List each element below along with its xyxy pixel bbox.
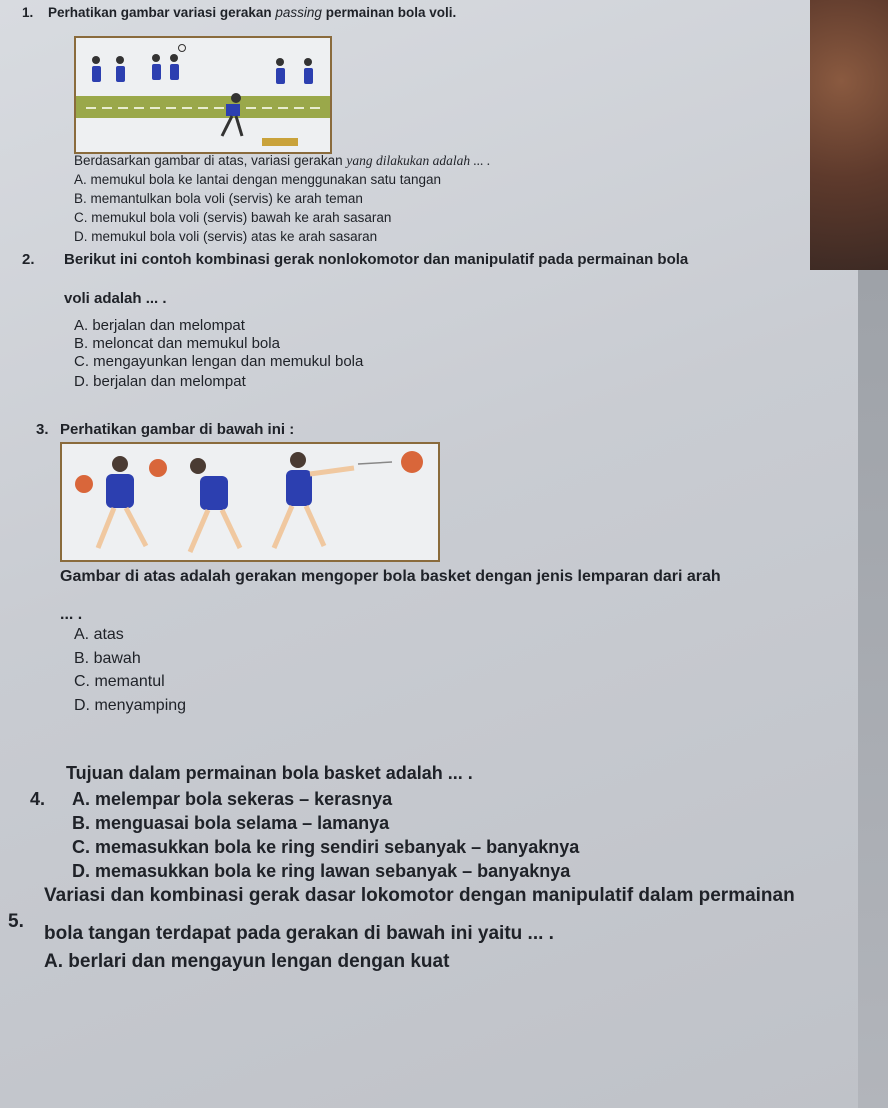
q4-option-b: B. menguasai bola selama – lamanya bbox=[72, 813, 390, 833]
q1-prompt-italic: passing bbox=[275, 5, 322, 20]
basketball-illustration bbox=[62, 444, 438, 560]
player-2 bbox=[149, 458, 240, 552]
basketball-figure bbox=[60, 442, 440, 562]
player-1 bbox=[75, 456, 146, 548]
volleyball-ball bbox=[179, 45, 186, 52]
q4-number: 4. bbox=[30, 789, 46, 809]
q2-line2: voli adalah ... . bbox=[64, 290, 167, 307]
player-heads-left bbox=[92, 54, 178, 64]
q1-question-italic: yang dilakukan adalah ... . bbox=[346, 153, 491, 168]
q2-option-d: D. berjalan dan melompat bbox=[74, 373, 246, 390]
q3-option-a: A. atas bbox=[74, 626, 124, 643]
q2-number: 2. bbox=[22, 251, 35, 268]
q1-question bbox=[74, 154, 490, 169]
q4-option-c: C. memasukkan bola ke ring sendiri sebanyak – banyaknya bbox=[72, 837, 580, 857]
q3-option-c: C. memantul bbox=[74, 673, 165, 690]
volleyball-illustration bbox=[76, 38, 330, 152]
q4-option-d: D. memasukkan bola ke ring lawan sebanyak – banyaknya bbox=[72, 861, 571, 881]
q1-option-c: C. memukul bola voli (servis) bawah ke arah sasaran bbox=[74, 210, 392, 225]
background-fabric bbox=[810, 0, 888, 270]
q4-option-a: A. melempar bola sekeras – kerasnya bbox=[72, 789, 393, 809]
background-edge bbox=[858, 270, 888, 1108]
q1-question-a: Berdasarkan gambar di atas, variasi gerakan bbox=[74, 153, 343, 168]
q3-question-continued: ... . bbox=[60, 606, 83, 623]
q1-option-d: D. memukul bola voli (servis) atas ke arah sasaran bbox=[74, 229, 378, 244]
q2-line1: Berikut ini contoh kombinasi gerak nonlokomotor dan manipulatif pada permainan bola bbox=[64, 251, 689, 268]
q5-line1: Variasi dan kombinasi gerak dasar lokomotor dengan manipulatif dalam permainan bbox=[44, 885, 795, 906]
q1-prompt-a: Perhatikan gambar variasi gerakan bbox=[48, 5, 272, 20]
q1-number: 1. bbox=[22, 5, 34, 20]
player-3 bbox=[274, 451, 423, 548]
q5-option-a: A. berlari dan mengayun lengan dengan kuat bbox=[44, 951, 450, 972]
players-right bbox=[276, 68, 313, 84]
q3-question: Gambar di atas adalah gerakan mengoper bola basket dengan jenis lemparan dari arah bbox=[60, 568, 721, 585]
q1-prompt bbox=[48, 6, 456, 21]
q1-option-b: B. memantulkan bola voli (servis) ke arah teman bbox=[74, 191, 363, 206]
volleyball-figure bbox=[74, 36, 332, 154]
q1-option-a: A. memukul bola ke lantai dengan menggunakan satu tangan bbox=[74, 172, 442, 187]
q1-prompt-b: permainan bola voli. bbox=[325, 5, 457, 20]
target-marker bbox=[262, 138, 298, 146]
q3-option-b: B. bawah bbox=[74, 650, 141, 667]
q3-option-d: D. menyamping bbox=[74, 697, 187, 714]
player-heads-right bbox=[276, 58, 312, 66]
q5-number: 5. bbox=[8, 911, 24, 932]
q2-option-c: C. mengayunkan lengan dan memukul bola bbox=[74, 353, 364, 370]
players-left bbox=[92, 64, 179, 82]
q2-option-b: B. meloncat dan memukul bola bbox=[74, 335, 280, 352]
q5-line2: bola tangan terdapat pada gerakan di bawah ini yaitu ... . bbox=[44, 923, 554, 944]
q3-prompt: Perhatikan gambar di bawah ini : bbox=[60, 421, 295, 438]
q3-number: 3. bbox=[36, 421, 49, 438]
q4-prompt: Tujuan dalam permainan bola basket adalah ... . bbox=[66, 763, 473, 783]
q2-option-a: A. berjalan dan melompat bbox=[74, 317, 245, 334]
